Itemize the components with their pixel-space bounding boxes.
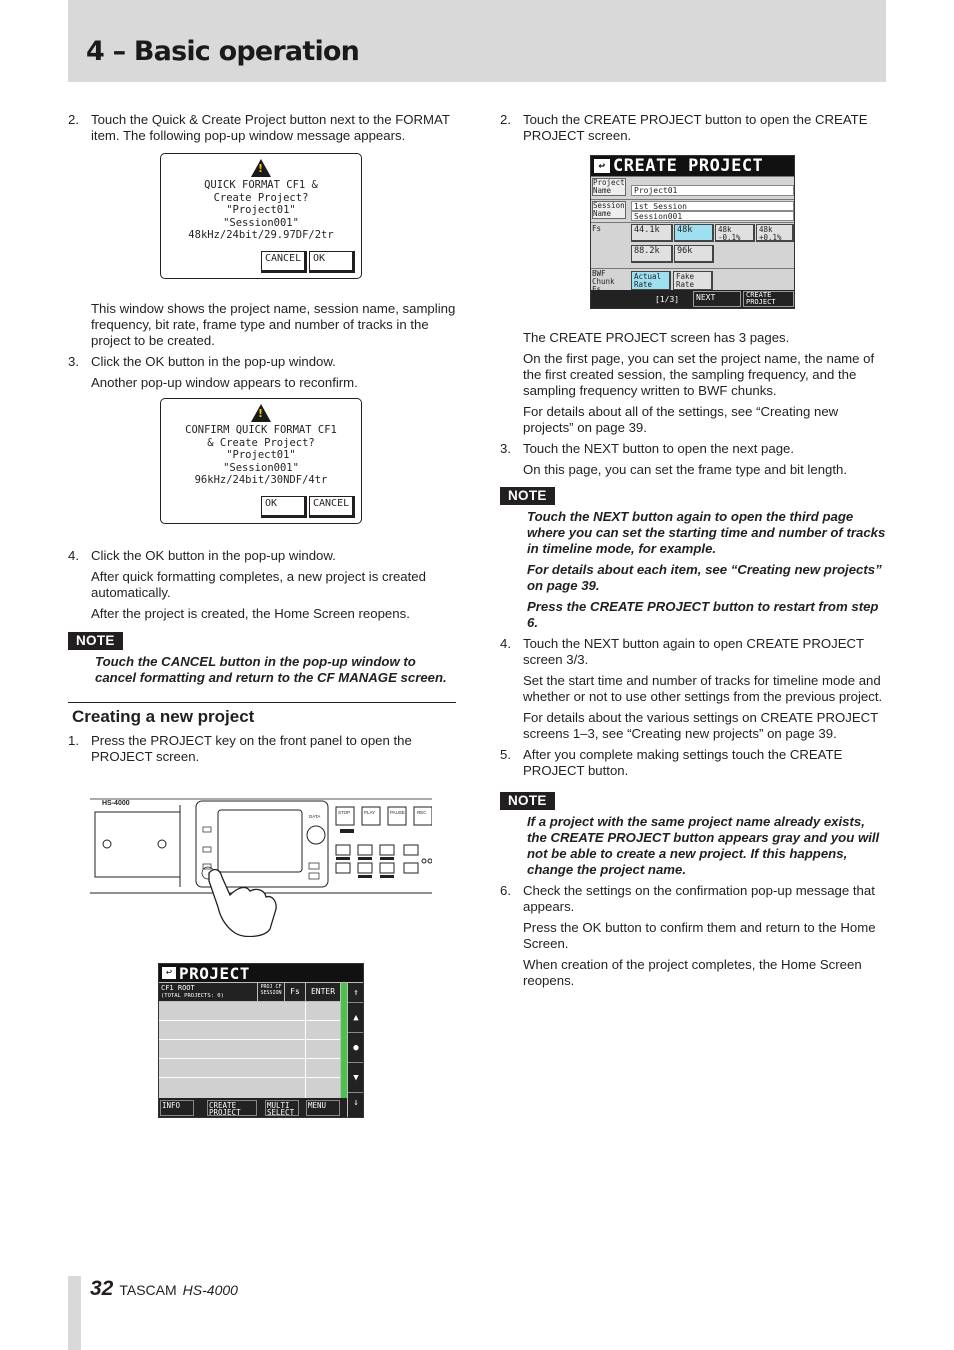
project-name-label: Project Name [593, 178, 625, 195]
pause-key[interactable]: PAUSE [390, 810, 405, 815]
step-text: Check the settings on the confirmation pop-up message that appears. [523, 883, 875, 914]
screen-title: CREATE PROJECT [613, 156, 764, 176]
create-screen-desc-2: On the first page, you can set the project name, the name of the first created session, the sampling frequency, and the sampling frequency written to BWF chunks. [523, 351, 875, 398]
step-number: 2. [500, 112, 511, 127]
scrollbar[interactable] [341, 983, 347, 1098]
note-label: NOTE [500, 792, 555, 810]
right-column [500, 112, 886, 149]
note-text: If a project with the same project name already exists, the CREATE PROJECT button appears gray and you will not be able to create a new project. If this happens, change the project name. [527, 814, 880, 877]
right-column-body [500, 330, 886, 994]
step-3-left [68, 354, 456, 370]
fs-96k-button[interactable]: 96k [674, 245, 714, 263]
note-text-1: Touch the NEXT button again to open the third page where you can set the starting time and number of tracks in timeline mode, for example. [527, 509, 886, 556]
left-column [68, 112, 456, 770]
front-panel-drawing [90, 797, 432, 937]
step-number: 1. [68, 733, 79, 748]
page-indicator: [1/3] [655, 295, 680, 304]
device-model-label: HS-4000 [102, 800, 130, 807]
step-number: 4. [500, 636, 511, 651]
list-row[interactable] [159, 1059, 340, 1078]
page-number: 32 [90, 1277, 114, 1300]
popup-message: QUICK FORMAT CF1 & Create Project? "Project01" "Session001" 48kHz/24bit/29.97DF/2tr [188, 179, 334, 242]
play-key[interactable]: PLAY [364, 810, 376, 815]
popup-message: CONFIRM QUICK FORMAT CF1 & Create Project? "Project01" "Session001" 96kHz/24bit/30NDF/4tr [185, 424, 337, 487]
multi-select-button[interactable]: MULTI SELECT [265, 1100, 299, 1116]
step-number: 4. [68, 548, 79, 563]
enter-button[interactable]: ENTER [306, 983, 340, 1001]
fs-44-1k-button[interactable]: 44.1k [631, 224, 673, 242]
fs-48k-plus-button[interactable]: 48k +0.1% [756, 224, 794, 242]
step-4-detail-1: Set the start time and number of tracks for timeline mode and whether or not to use other settings from the previous project. [523, 673, 883, 704]
scroll-top-icon[interactable]: ⇑ [348, 983, 364, 1003]
list-row[interactable] [159, 1021, 340, 1040]
step-4-detail-2: After the project is created, the Home Screen reopens. [91, 606, 410, 621]
note-text: Touch the CANCEL button in the pop-up window to cancel formatting and return to the CF MANAGE screen. [95, 654, 447, 685]
step-text: Touch the Quick & Create Project button next to the FORMAT item. The following pop-up window message appears. [91, 112, 450, 143]
ok-button[interactable]: OK [261, 496, 307, 518]
create-screen-desc-3: For details about all of the settings, see “Creating new projects” on page 39. [523, 404, 839, 435]
ok-button[interactable]: OK [309, 251, 355, 273]
next-button[interactable]: NEXT [693, 291, 741, 307]
bwf-chunk-label: BWF Chunk [592, 269, 615, 286]
session-first-field[interactable]: 1st Session [631, 201, 794, 211]
step-text: Touch the NEXT button again to open CREATE PROJECT screen 3/3. [523, 636, 864, 667]
fs-column-header[interactable]: Fs [285, 983, 305, 1001]
data-dial-label: DATA [309, 814, 321, 819]
create-project-button[interactable]: CREATE PROJECT [743, 291, 794, 307]
project-name-field[interactable]: Project01 [631, 185, 794, 196]
step-number: 6. [500, 883, 511, 898]
fake-rate-button[interactable]: Fake Rate [673, 271, 713, 291]
list-row[interactable] [159, 1040, 340, 1059]
model-name: HS-4000 [182, 1282, 238, 1298]
popup-description: This window shows the project name, session name, sampling frequency, bit rate, frame type and number of tracks in the project to be created. [91, 301, 456, 348]
warning-icon: ! [251, 159, 271, 177]
new-project-step-1 [68, 733, 456, 765]
step-number: 3. [68, 354, 79, 369]
step-6-right [500, 883, 886, 915]
note-label: NOTE [68, 632, 123, 650]
step-6-detail-2: When creation of the project completes, the Home Screen reopens. [523, 957, 862, 988]
list-row[interactable] [159, 1002, 340, 1021]
step-number: 3. [500, 441, 511, 456]
step-text: Click the OK button in the pop-up window. [91, 354, 336, 369]
step-text: After you complete making settings touch the CREATE PROJECT button. [523, 747, 843, 778]
cf-root-label: CF1 ROOT [161, 984, 195, 992]
scroll-position-icon[interactable]: ● [348, 1033, 364, 1063]
note-text-2: For details about each item, see “Creating new projects” on page 39. [527, 562, 882, 593]
step-4-detail-1: After quick formatting completes, a new project is created automatically. [91, 569, 426, 600]
total-projects-label: (TOTAL PROJECTS: 0) [161, 993, 224, 999]
fs-88-2k-button[interactable]: 88.2k [631, 245, 673, 263]
step-4-right [500, 636, 886, 668]
step-number: 5. [500, 747, 511, 762]
scroll-up-icon[interactable]: ▲ [348, 1003, 364, 1033]
scroll-bottom-icon[interactable]: ⇓ [353, 1098, 359, 1108]
fs-48k-button[interactable]: 48k [674, 224, 714, 242]
step-2-right [500, 112, 886, 144]
step-3-right [500, 441, 886, 457]
fs-48k-minus-button[interactable]: 48k -0.1% [715, 224, 755, 242]
stop-key[interactable]: STOP [338, 810, 351, 815]
step-2-left [68, 112, 456, 144]
step-4-left [68, 548, 456, 564]
scroll-down-icon[interactable]: ▼ [348, 1063, 364, 1093]
step-5-right [500, 747, 886, 779]
chapter-title: 4 – Basic operation [86, 36, 360, 67]
step-text: Touch the NEXT button to open the next page. [523, 441, 795, 456]
step-4-detail-2: For details about the various settings on CREATE PROJECT screens 1–3, see “Creating new projects” on page 39. [523, 710, 878, 741]
step-text: Touch the CREATE PROJECT button to open the CREATE PROJECT screen. [523, 112, 868, 143]
cancel-button[interactable]: CANCEL [261, 251, 307, 273]
section-title: Creating a new project [68, 702, 456, 727]
fs-label: Fs [592, 224, 602, 233]
footer-band [68, 1276, 81, 1350]
project-screen [158, 963, 364, 1118]
front-panel-illustration [90, 797, 432, 895]
step-text: Click the OK button in the pop-up window. [91, 548, 336, 563]
create-project-button[interactable]: CREATE PROJECT [207, 1100, 257, 1116]
create-project-screen [590, 155, 795, 309]
session-name-label: Session Name [593, 201, 625, 218]
scroll-buttons [348, 983, 364, 1117]
create-screen-desc-1: The CREATE PROJECT screen has 3 pages. [523, 330, 790, 345]
actual-rate-button[interactable]: Actual Rate [631, 271, 671, 291]
step-3-detail: Another pop-up window appears to reconfirm. [91, 375, 358, 390]
menu-button[interactable]: MENU [306, 1100, 340, 1116]
step-6-detail-1: Press the OK button to confirm them and return to the Home Screen. [523, 920, 876, 951]
brand-name: TASCAM [119, 1282, 177, 1298]
back-arrow-icon[interactable]: ↩ [162, 967, 176, 979]
step-number: 2. [68, 112, 79, 127]
confirm-format-popup [160, 398, 362, 524]
note-label: NOTE [500, 487, 555, 505]
back-arrow-icon[interactable]: ↩ [594, 159, 610, 173]
session-name-field[interactable]: Session001 [631, 211, 794, 221]
cancel-button[interactable]: CANCEL [309, 496, 355, 518]
warning-icon: ! [251, 404, 271, 422]
session-column-header[interactable]: PROJ CF SESSION [258, 983, 284, 1001]
step-3-detail: On this page, you can set the frame type and bit length. [523, 462, 848, 477]
step-text: Press the PROJECT key on the front panel to open the PROJECT screen. [91, 733, 412, 764]
info-button[interactable]: INFO [160, 1100, 194, 1116]
screen-title: PROJECT [179, 963, 250, 983]
page-footer [90, 1277, 238, 1301]
rec-key[interactable]: REC [417, 810, 427, 815]
note-text-3: Press the CREATE PROJECT button to restart from step 6. [527, 599, 879, 630]
quick-format-popup [160, 153, 362, 279]
